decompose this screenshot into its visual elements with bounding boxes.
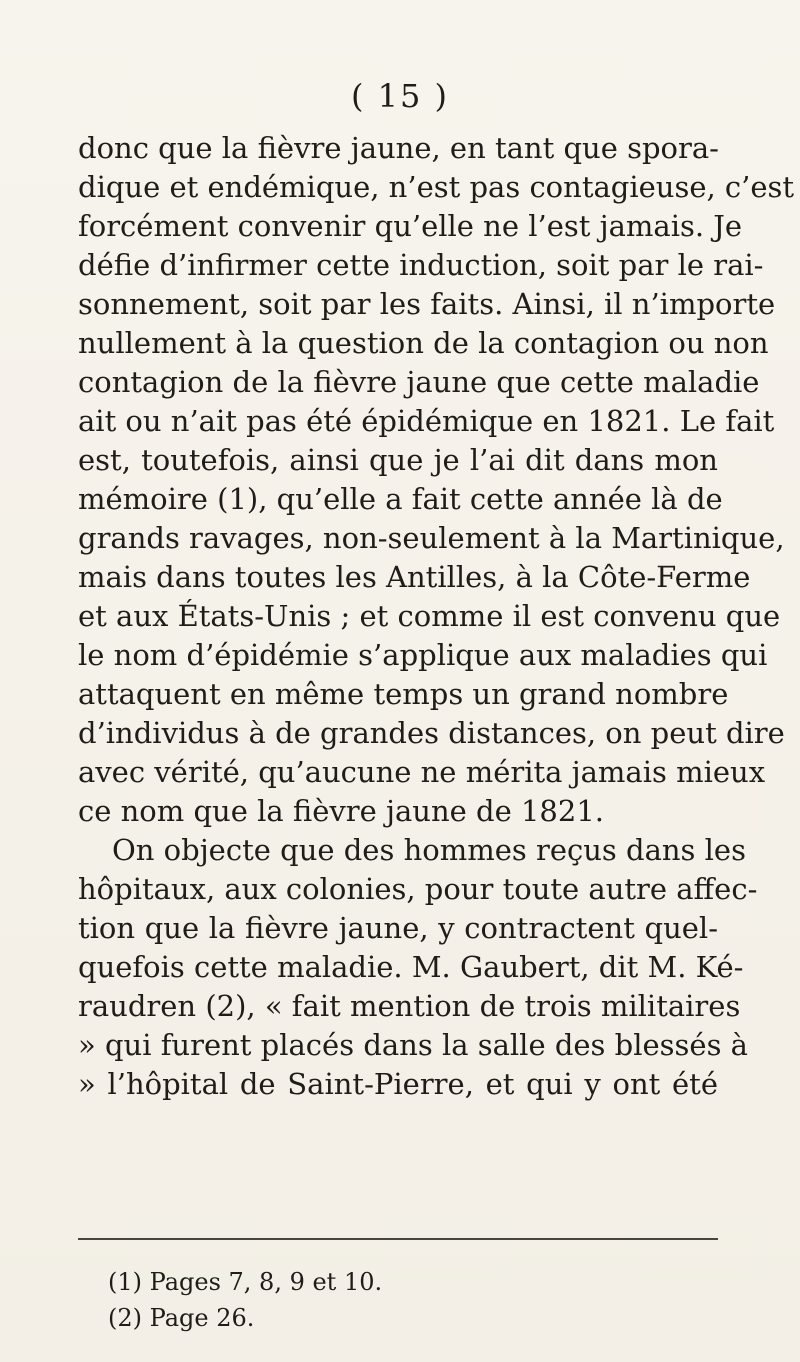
text-line-23: raudren (2), « fait mention de trois militaires [78,989,741,1023]
text-line-11: grands ravages, non-seulement à la Martinique, [78,521,785,555]
text-line-16: d’individus à de grandes distances, on peut dire [78,716,785,750]
main-text [78,129,795,1104]
text-line-10: mémoire (1), qu’elle a fait cette année là de [78,482,723,516]
text-line-18: ce nom que la fièvre jaune de 1821. [78,794,604,828]
text-line-24: » qui furent placés dans la salle des blessés à [78,1028,748,1062]
text-line-25: » l’hôpital de Saint-Pierre, et qui y ont été [78,1067,718,1101]
text-line-21: tion que la fièvre jaune, y contractent quel- [78,911,718,945]
text-line-8: ait ou n’ait pas été épidémique en 1821. Le fait [78,404,775,438]
text-line-20: hôpitaux, aux colonies, pour toute autre affec- [78,872,758,906]
text-line-19: On objecte que des hommes reçus dans les [112,833,746,867]
footnote-2: (2) Page 26. [108,1304,255,1332]
text-line-15: attaquent en même temps un grand nombre [78,677,729,711]
page-number: ( 15 ) [350,77,450,115]
footnote-divider [78,1238,718,1240]
text-line-22: quefois cette maladie. M. Gaubert, dit M. Ké- [78,950,744,984]
footnote-1: (1) Pages 7, 8, 9 et 10. [108,1268,383,1296]
text-line-14: le nom d’épidémie s’applique aux maladies qui [78,638,768,672]
text-line-5: sonnement, soit par les faits. Ainsi, il n’importe [78,287,776,321]
text-line-12: mais dans toutes les Antilles, à la Côte-Ferme [78,560,751,594]
text-line-7: contagion de la fièvre jaune que cette maladie [78,365,760,399]
text-line-17: avec vérité, qu’aucune ne mérita jamais mieux [78,755,766,789]
text-line-13: et aux États-Unis ; et comme il est convenu que [78,599,781,633]
text-line-3: forcément convenir qu’elle ne l’est jamais. Je [78,209,743,243]
footnotes [108,1264,668,1336]
text-line-2: dique et endémique, n’est pas contagieuse, c’est [78,170,795,204]
text-line-4: défie d’infirmer cette induction, soit par le rai- [78,248,764,282]
text-line-9: est, toutefois, ainsi que je l’ai dit dans mon [78,443,718,477]
text-line-1: donc que la fièvre jaune, en tant que spora- [78,131,719,165]
text-line-6: nullement à la question de la contagion ou non [78,326,769,360]
